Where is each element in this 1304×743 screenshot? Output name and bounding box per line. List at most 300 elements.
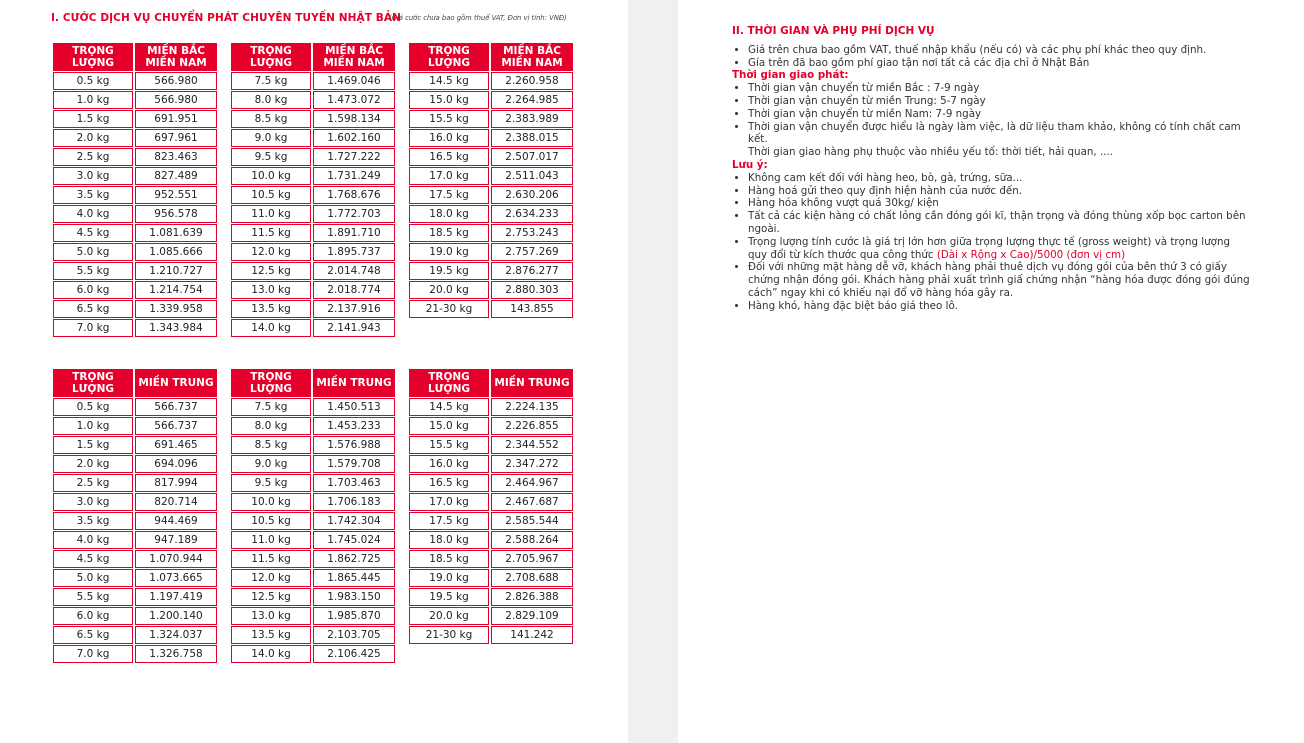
price-cell: 1.576.988 — [313, 436, 395, 454]
table-row — [53, 455, 217, 473]
table-row — [53, 531, 217, 549]
weight-cell: 14.5 kg — [409, 398, 489, 416]
price-cell: 2.467.687 — [491, 493, 573, 511]
table-row — [409, 72, 573, 90]
price-cell: 1.598.134 — [313, 110, 395, 128]
weight-cell: 10.0 kg — [231, 493, 311, 511]
price-cell: 1.200.140 — [135, 607, 217, 625]
table-row — [409, 588, 573, 606]
price-cell: 1.073.665 — [135, 569, 217, 587]
weight-cell: 7.0 kg — [53, 319, 133, 337]
table-row — [231, 417, 395, 435]
table-row — [53, 550, 217, 568]
weight-cell: 16.0 kg — [409, 129, 489, 147]
price-cell: 143.855 — [491, 300, 573, 318]
weight-cell: 17.5 kg — [409, 512, 489, 530]
weight-cell: 5.0 kg — [53, 569, 133, 587]
price-cell: 1.324.037 — [135, 626, 217, 644]
weight-cell: 18.5 kg — [409, 224, 489, 242]
price-cell: 697.961 — [135, 129, 217, 147]
list-item: • Thời gian vận chuyển từ miền Nam: 7-9 ngày — [748, 108, 1252, 121]
table-header-row — [231, 369, 395, 397]
price-cell: 2.876.277 — [491, 262, 573, 280]
table-row — [231, 281, 395, 299]
weight-cell: 14.0 kg — [231, 645, 311, 663]
delivery-heading: Thời gian giao phát: — [732, 69, 849, 82]
price-cell: 2.829.109 — [491, 607, 573, 625]
price-cell: 2.137.916 — [313, 300, 395, 318]
weight-cell: 10.0 kg — [231, 167, 311, 185]
weight-cell: 5.5 kg — [53, 588, 133, 606]
price-cell: 1.731.249 — [313, 167, 395, 185]
weight-cell: 15.0 kg — [409, 91, 489, 109]
weight-cell: 13.0 kg — [231, 281, 311, 299]
section-title-terms: II. THỜI GIAN VÀ PHỤ PHÍ DỊCH VỤ — [732, 25, 935, 37]
list-item: • Hàng khó, hàng đặc biệt báo giá theo lô. — [748, 300, 1252, 313]
weight-cell: 1.5 kg — [53, 436, 133, 454]
list-item — [748, 236, 1252, 262]
weight-cell: 18.0 kg — [409, 531, 489, 549]
terms-content — [732, 25, 1252, 313]
weight-cell: 11.0 kg — [231, 205, 311, 223]
table-row — [409, 205, 573, 223]
weight-cell: 7.0 kg — [53, 645, 133, 663]
header-weight: TRỌNG LƯỢNG — [409, 369, 489, 397]
table-row — [231, 72, 395, 90]
table-row — [53, 72, 217, 90]
table-row — [231, 569, 395, 587]
price-cell: 2.141.943 — [313, 319, 395, 337]
table-row — [231, 512, 395, 530]
weight-cell: 11.0 kg — [231, 531, 311, 549]
price-page — [0, 0, 628, 743]
weight-cell: 20.0 kg — [409, 607, 489, 625]
table-row — [231, 531, 395, 549]
table-row — [53, 148, 217, 166]
delivery-list — [732, 82, 1252, 159]
price-cell: 1.453.233 — [313, 417, 395, 435]
price-cell: 2.630.206 — [491, 186, 573, 204]
weight-cell: 4.5 kg — [53, 550, 133, 568]
price-cell: 2.753.243 — [491, 224, 573, 242]
price-cell: 1.745.024 — [313, 531, 395, 549]
weight-cell: 2.0 kg — [53, 455, 133, 473]
price-cell: 2.226.855 — [491, 417, 573, 435]
weight-cell: 9.0 kg — [231, 455, 311, 473]
table-row — [409, 91, 573, 109]
list-item — [748, 121, 1252, 159]
price-cell: 1.768.676 — [313, 186, 395, 204]
weight-cell: 15.5 kg — [409, 436, 489, 454]
notes-list — [732, 172, 1252, 313]
list-item: • Hàng hoá gửi theo quy định hiện hành của nước đến. — [748, 185, 1252, 198]
weight-cell: 21-30 kg — [409, 626, 489, 644]
weight-cell: 7.5 kg — [231, 398, 311, 416]
table-row — [409, 569, 573, 587]
table-row — [409, 398, 573, 416]
header-weight: TRỌNG LƯỢNG — [231, 43, 311, 71]
price-cell: 1.706.183 — [313, 493, 395, 511]
table-row — [53, 91, 217, 109]
rate-table-north-south-2 — [229, 42, 397, 338]
price-cell: 1.473.072 — [313, 91, 395, 109]
table-row — [53, 569, 217, 587]
table-row — [53, 607, 217, 625]
table-row — [53, 262, 217, 280]
table-row — [231, 300, 395, 318]
weight-cell: 17.0 kg — [409, 167, 489, 185]
table-row — [53, 417, 217, 435]
weight-note-text: Trọng lượng tính cước là giá trị lớn hơn giữa trọng lượng thực tế (gross weight) và trọng lượng quy đổi từ kích thước qua công thức — [748, 235, 1231, 261]
rate-table-central-3 — [407, 368, 575, 645]
header-region — [313, 43, 395, 71]
weight-cell: 13.5 kg — [231, 300, 311, 318]
list-item: • Không cam kết đối với hàng heo, bò, gà, trứng, sữa... — [748, 172, 1252, 185]
intro-list — [732, 44, 1252, 70]
table-row — [231, 626, 395, 644]
weight-cell: 4.5 kg — [53, 224, 133, 242]
rate-table-central-2 — [229, 368, 397, 664]
weight-cell: 3.5 kg — [53, 186, 133, 204]
weight-cell: 6.5 kg — [53, 300, 133, 318]
price-cell: 1.339.958 — [135, 300, 217, 318]
price-cell: 2.106.425 — [313, 645, 395, 663]
price-cell: 1.326.758 — [135, 645, 217, 663]
price-cell: 944.469 — [135, 512, 217, 530]
table-row — [231, 588, 395, 606]
weight-cell: 0.5 kg — [53, 72, 133, 90]
price-cell: 2.347.272 — [491, 455, 573, 473]
table-row — [231, 167, 395, 185]
price-cell: 1.210.727 — [135, 262, 217, 280]
table-row — [231, 91, 395, 109]
price-cell: 820.714 — [135, 493, 217, 511]
weight-cell: 16.5 kg — [409, 474, 489, 492]
list-item: • Đối với những mặt hàng dễ vỡ, khách hàng phải thuê dịch vụ đóng gói của bên thứ 3 có giấy chứng nhận đóng gói. Khách hàng phải xuất trình giấ chứng nhận “hàng hóa được đóng gói đúng cách” ngay khi có khiếu nại đổ vỡ hàng hóa gây ra. — [748, 261, 1252, 299]
price-cell: 1.085.666 — [135, 243, 217, 261]
weight-cell: 19.5 kg — [409, 262, 489, 280]
list-item: • Thời gian vận chuyển từ miền Trung: 5-7 ngày — [748, 95, 1252, 108]
table-header-row — [231, 43, 395, 71]
table-row — [53, 436, 217, 454]
price-cell: 1.742.304 — [313, 512, 395, 530]
header-region-line1: MIỀN BẮC — [147, 45, 205, 57]
price-cell: 2.383.989 — [491, 110, 573, 128]
table-row — [53, 243, 217, 261]
table-row — [409, 110, 573, 128]
price-cell: 2.388.015 — [491, 129, 573, 147]
table-row — [231, 224, 395, 242]
header-region — [135, 43, 217, 71]
weight-cell: 7.5 kg — [231, 72, 311, 90]
price-cell: 1.862.725 — [313, 550, 395, 568]
price-cell: 141.242 — [491, 626, 573, 644]
weight-cell: 15.5 kg — [409, 110, 489, 128]
price-cell: 947.189 — [135, 531, 217, 549]
table-row — [53, 205, 217, 223]
weight-cell: 16.0 kg — [409, 455, 489, 473]
table-header-row — [53, 369, 217, 397]
header-region-line1: MIỀN BẮC — [503, 45, 561, 57]
header-region-line2: MIỀN NAM — [145, 57, 207, 69]
table-row — [409, 626, 573, 644]
price-cell: 1.214.754 — [135, 281, 217, 299]
weight-cell: 2.0 kg — [53, 129, 133, 147]
table-row — [53, 281, 217, 299]
list-item: • Hàng hóa không vượt quá 30kg/ kiện — [748, 197, 1252, 210]
section-title-rates: I. CƯỚC DỊCH VỤ CHUYỂN PHÁT CHUYÊN TUYẾN NHẬT BẢN — [51, 12, 401, 24]
table-row — [231, 474, 395, 492]
table-row — [231, 110, 395, 128]
weight-cell: 9.5 kg — [231, 474, 311, 492]
terms-page — [678, 0, 1304, 743]
price-cell: 2.585.544 — [491, 512, 573, 530]
price-cell: 2.634.233 — [491, 205, 573, 223]
price-cell: 827.489 — [135, 167, 217, 185]
weight-cell: 1.0 kg — [53, 91, 133, 109]
table-header-row — [409, 43, 573, 71]
weight-cell: 12.0 kg — [231, 243, 311, 261]
weight-cell: 10.5 kg — [231, 186, 311, 204]
price-cell: 2.826.388 — [491, 588, 573, 606]
table-row — [409, 512, 573, 530]
header-region: MIỀN TRUNG — [135, 369, 217, 397]
weight-cell: 12.5 kg — [231, 588, 311, 606]
weight-cell: 19.0 kg — [409, 243, 489, 261]
header-region-line2: MIỀN NAM — [501, 57, 563, 69]
list-item: • Giá trên chưa bao gồm VAT, thuế nhập khẩu (nếu có) và các phụ phí khác theo quy định. — [748, 44, 1252, 57]
weight-cell: 3.0 kg — [53, 167, 133, 185]
weight-cell: 11.5 kg — [231, 224, 311, 242]
table-row — [409, 129, 573, 147]
weight-cell: 17.0 kg — [409, 493, 489, 511]
weight-cell: 8.5 kg — [231, 110, 311, 128]
table-row — [53, 626, 217, 644]
table-row — [409, 607, 573, 625]
table-row — [409, 262, 573, 280]
rate-table-north-south-3 — [407, 42, 575, 319]
table-row — [53, 129, 217, 147]
price-cell: 1.891.710 — [313, 224, 395, 242]
table-row — [409, 531, 573, 549]
table-row — [53, 474, 217, 492]
table-row — [231, 493, 395, 511]
table-row — [409, 474, 573, 492]
price-cell: 2.880.303 — [491, 281, 573, 299]
table-header-row — [53, 43, 217, 71]
weight-cell: 9.0 kg — [231, 129, 311, 147]
weight-cell: 21-30 kg — [409, 300, 489, 318]
header-weight: TRỌNG LƯỢNG — [53, 43, 133, 71]
price-cell: 566.980 — [135, 72, 217, 90]
weight-cell: 4.0 kg — [53, 205, 133, 223]
notes-heading: Lưu ý: — [732, 158, 768, 171]
price-cell: 952.551 — [135, 186, 217, 204]
price-cell: 1.895.737 — [313, 243, 395, 261]
list-item: • Gía trên đã bao gồm phí giao tận nơi tất cả các địa chỉ ở Nhật Bản — [748, 57, 1252, 70]
table-row — [231, 148, 395, 166]
price-cell: 2.344.552 — [491, 436, 573, 454]
header-weight: TRỌNG LƯỢNG — [231, 369, 311, 397]
header-weight: TRỌNG LƯỢNG — [53, 369, 133, 397]
table-row — [409, 300, 573, 318]
header-weight: TRỌNG LƯỢNG — [409, 43, 489, 71]
table-row — [409, 493, 573, 511]
weight-cell: 12.0 kg — [231, 569, 311, 587]
table-row — [409, 186, 573, 204]
weight-cell: 3.5 kg — [53, 512, 133, 530]
table-row — [53, 319, 217, 337]
page-gutter — [628, 0, 678, 743]
table-row — [231, 645, 395, 663]
list-item-continuation: Thời gian giao hàng phụ thuộc vào nhiều yếu tố: thời tiết, hải quan, .... — [748, 146, 1114, 159]
table-row — [409, 167, 573, 185]
weight-cell: 6.0 kg — [53, 607, 133, 625]
table-row — [409, 281, 573, 299]
weight-cell: 8.0 kg — [231, 417, 311, 435]
weight-cell: 6.5 kg — [53, 626, 133, 644]
price-cell: 694.096 — [135, 455, 217, 473]
price-cell: 2.103.705 — [313, 626, 395, 644]
price-cell: 2.464.967 — [491, 474, 573, 492]
price-cell: 2.511.043 — [491, 167, 573, 185]
table-row — [53, 512, 217, 530]
table-row — [409, 455, 573, 473]
list-item: • Thời gian vận chuyển từ miền Bắc : 7-9 ngày — [748, 82, 1252, 95]
list-item: • Tất cả các kiện hàng có chất lỏng cần đóng gói kĩ, thận trọng và đóng thùng xốp bọc carton bên ngoài. — [748, 210, 1252, 236]
list-item-text: Thời gian vận chuyển được hiểu là ngày làm việc, là dữ liệu tham khảo, không có tính chất cam kết. — [748, 120, 1241, 146]
price-cell: 1.602.160 — [313, 129, 395, 147]
weight-cell: 8.5 kg — [231, 436, 311, 454]
table-row — [53, 493, 217, 511]
weight-cell: 19.0 kg — [409, 569, 489, 587]
table-row — [231, 205, 395, 223]
price-cell: 2.757.269 — [491, 243, 573, 261]
table-row — [53, 224, 217, 242]
price-cell: 1.983.150 — [313, 588, 395, 606]
price-cell: 1.579.708 — [313, 455, 395, 473]
weight-cell: 5.0 kg — [53, 243, 133, 261]
weight-formula: (Dài x Rộng x Cao)/5000 (đơn vị cm) — [936, 248, 1126, 261]
weight-cell: 15.0 kg — [409, 417, 489, 435]
weight-cell: 1.0 kg — [53, 417, 133, 435]
price-cell: 1.070.944 — [135, 550, 217, 568]
price-cell: 691.951 — [135, 110, 217, 128]
weight-cell: 14.0 kg — [231, 319, 311, 337]
weight-cell: 12.5 kg — [231, 262, 311, 280]
price-cell: 817.994 — [135, 474, 217, 492]
table-row — [53, 300, 217, 318]
price-cell: 2.014.748 — [313, 262, 395, 280]
table-row — [231, 455, 395, 473]
weight-cell: 13.0 kg — [231, 607, 311, 625]
price-cell: 1.703.463 — [313, 474, 395, 492]
price-cell: 1.772.703 — [313, 205, 395, 223]
price-cell: 2.260.958 — [491, 72, 573, 90]
header-region: MIỀN TRUNG — [491, 369, 573, 397]
weight-cell: 1.5 kg — [53, 110, 133, 128]
weight-cell: 0.5 kg — [53, 398, 133, 416]
weight-cell: 11.5 kg — [231, 550, 311, 568]
price-cell: 1.450.513 — [313, 398, 395, 416]
table-row — [409, 417, 573, 435]
weight-cell: 6.0 kg — [53, 281, 133, 299]
weight-cell: 3.0 kg — [53, 493, 133, 511]
table-row — [231, 607, 395, 625]
rate-table-central-1 — [51, 368, 219, 664]
table-row — [231, 129, 395, 147]
price-cell: 2.507.017 — [491, 148, 573, 166]
table-row — [409, 148, 573, 166]
table-row — [231, 186, 395, 204]
price-cell: 1.865.445 — [313, 569, 395, 587]
price-note: (Giá cước chưa bao gồm thuế VAT, Đơn vị tính: VNĐ) — [389, 14, 567, 22]
table-row — [53, 110, 217, 128]
weight-cell: 18.5 kg — [409, 550, 489, 568]
header-region-line1: MIỀN BẮC — [325, 45, 383, 57]
price-cell: 566.980 — [135, 91, 217, 109]
price-cell: 691.465 — [135, 436, 217, 454]
weight-cell: 14.5 kg — [409, 72, 489, 90]
price-cell: 2.588.264 — [491, 531, 573, 549]
price-cell: 1.727.222 — [313, 148, 395, 166]
table-row — [231, 319, 395, 337]
price-cell: 1.081.639 — [135, 224, 217, 242]
table-row — [53, 167, 217, 185]
weight-cell: 2.5 kg — [53, 148, 133, 166]
price-cell: 1.343.984 — [135, 319, 217, 337]
table-row — [409, 436, 573, 454]
weight-cell: 5.5 kg — [53, 262, 133, 280]
table-row — [53, 588, 217, 606]
price-cell: 1.469.046 — [313, 72, 395, 90]
weight-cell: 17.5 kg — [409, 186, 489, 204]
weight-cell: 2.5 kg — [53, 474, 133, 492]
weight-cell: 19.5 kg — [409, 588, 489, 606]
price-cell: 566.737 — [135, 398, 217, 416]
table-row — [409, 224, 573, 242]
price-cell: 566.737 — [135, 417, 217, 435]
price-cell: 1.197.419 — [135, 588, 217, 606]
table-row — [231, 262, 395, 280]
header-region: MIỀN TRUNG — [313, 369, 395, 397]
weight-cell: 13.5 kg — [231, 626, 311, 644]
table-row — [231, 436, 395, 454]
weight-cell: 16.5 kg — [409, 148, 489, 166]
weight-cell: 20.0 kg — [409, 281, 489, 299]
weight-cell: 8.0 kg — [231, 91, 311, 109]
table-row — [231, 243, 395, 261]
price-cell: 2.224.135 — [491, 398, 573, 416]
table-row — [53, 645, 217, 663]
price-cell: 2.264.985 — [491, 91, 573, 109]
price-cell: 956.578 — [135, 205, 217, 223]
price-cell: 2.018.774 — [313, 281, 395, 299]
table-row — [231, 550, 395, 568]
header-region-line2: MIỀN NAM — [323, 57, 385, 69]
table-row — [409, 243, 573, 261]
header-region — [491, 43, 573, 71]
price-cell: 823.463 — [135, 148, 217, 166]
price-cell: 1.985.870 — [313, 607, 395, 625]
price-cell: 2.705.967 — [491, 550, 573, 568]
price-cell: 2.708.688 — [491, 569, 573, 587]
table-header-row — [409, 369, 573, 397]
rate-table-north-south-1 — [51, 42, 219, 338]
weight-cell: 4.0 kg — [53, 531, 133, 549]
table-row — [409, 550, 573, 568]
table-row — [231, 398, 395, 416]
